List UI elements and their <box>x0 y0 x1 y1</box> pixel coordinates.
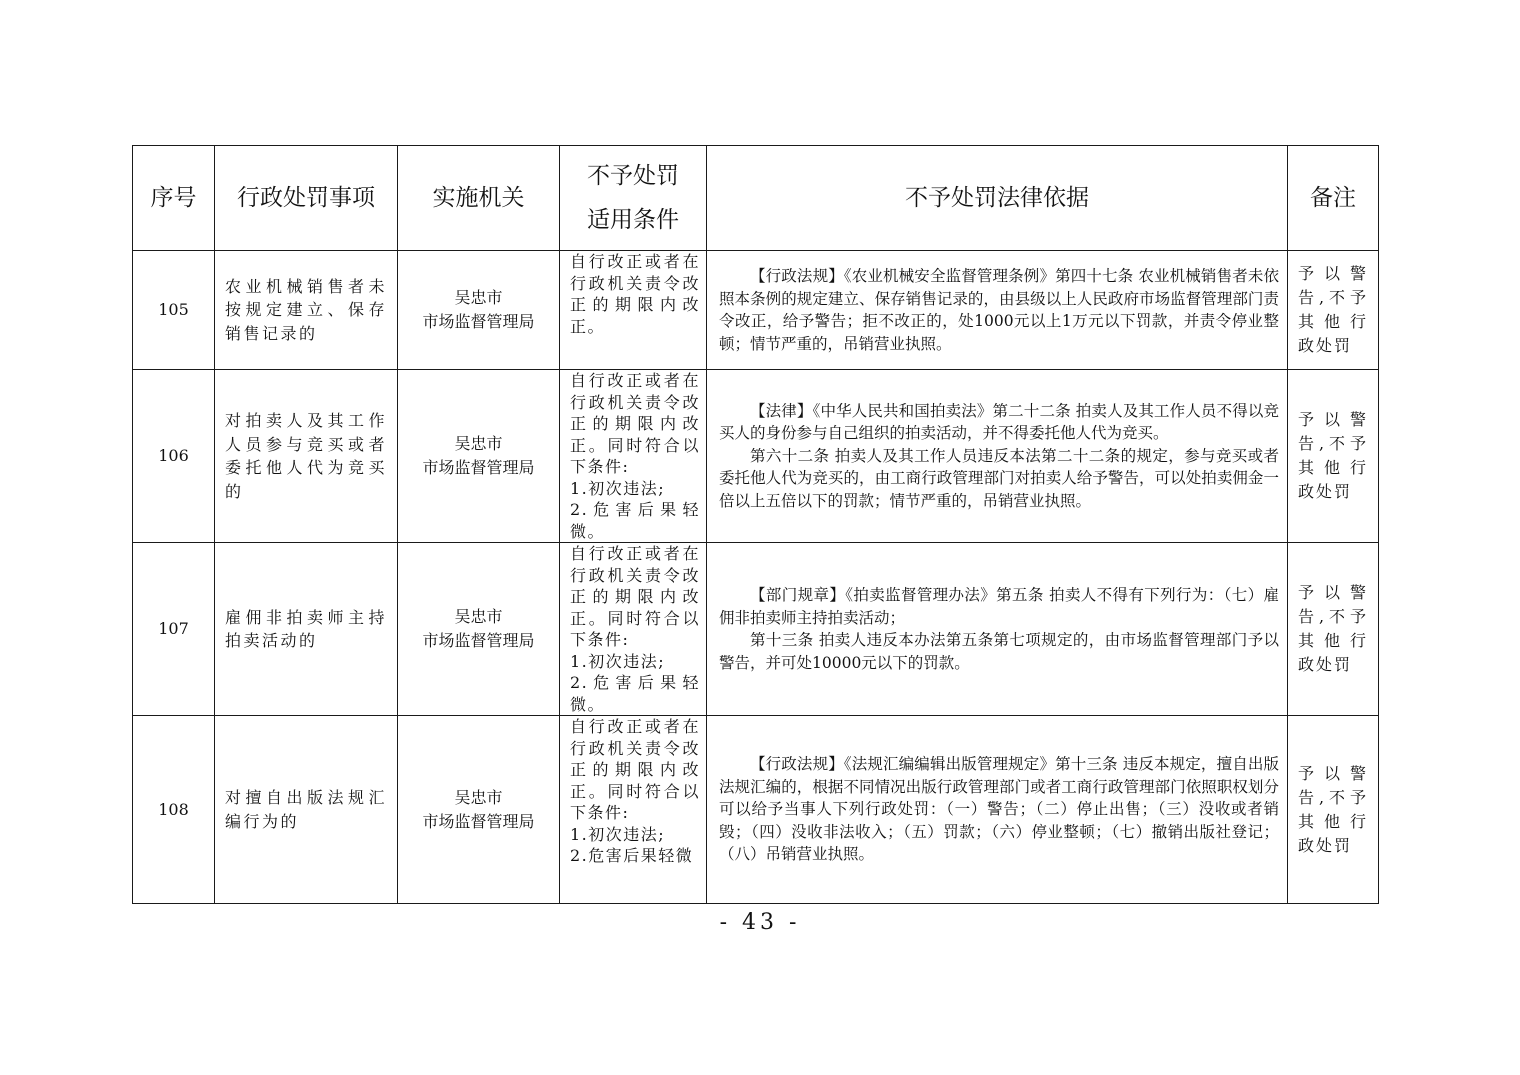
page-number: - 43 - <box>719 910 801 935</box>
row-basis-paragraph: 第六十二条 拍卖人及其工作人员违反本法第二十二条的规定，参与竞买或者委托他人代为竞买的，由工商行政管理部门对拍卖人给予警告，可以处拍卖佣金一倍以上五倍以下的罚款；情节严重的，吊销营业执照。 <box>719 446 1279 510</box>
row-condition-item-2: 2.危害后果轻微 <box>570 846 694 865</box>
header-condition <box>560 146 707 251</box>
row-agency-line1: 吴忠市 <box>454 607 503 626</box>
row-basis-paragraph: 【部门规章】《拍卖监督管理办法》第五条 拍卖人不得有下列行为：（七）雇佣非拍卖师主持拍卖活动； <box>719 586 1279 627</box>
row-seq: 108 <box>133 716 215 904</box>
header-agency: 实施机关 <box>398 146 560 251</box>
row-agency <box>398 251 560 370</box>
header-note: 备注 <box>1288 146 1379 251</box>
header-condition-line1: 不予处罚 <box>587 163 679 189</box>
row-agency-line1: 吴忠市 <box>454 434 503 453</box>
row-item: 对拍卖人及其工作人员参与竞买或者委托他人代为竞买的 <box>215 370 398 543</box>
row-basis <box>707 251 1288 370</box>
row-basis <box>707 370 1288 543</box>
row-condition-item-1: 1.初次违法; <box>570 651 666 671</box>
row-condition <box>560 370 707 543</box>
row-basis-paragraph: 【行政法规】《农业机械安全监督管理条例》第四十七条 农业机械销售者未依照本条例的规定建立、保存销售记录的，由县级以上人民政府市场监督管理部门责令改正，给予警告；拒不改正的，处1000元以上1万元以下罚款，并责令停业整顿；情节严重的，吊销营业执照。 <box>719 267 1279 353</box>
header-condition-line2: 适用条件 <box>587 207 679 233</box>
row-item: 农业机械销售者未按规定建立、保存销售记录的 <box>215 251 398 370</box>
header-basis: 不予处罚法律依据 <box>707 146 1288 251</box>
row-agency <box>398 370 560 543</box>
row-basis-paragraph: 【行政法规】《法规汇编编辑出版管理规定》第十三条 违反本规定，擅自出版法规汇编的，根据不同情况出版行政管理部门或者工商行政管理部门依照职权划分可以给予当事人下列行政处罚：（一）警告；（二）停止出售；（三）没收或者销毁；（四）没收非法收入；（五）罚款；（六）停业整顿；（七）撤销出版社登记；（八）吊销营业执照。 <box>719 755 1279 864</box>
row-condition <box>560 543 707 716</box>
row-note: 予以警告,不予其他行政处罚 <box>1288 370 1379 543</box>
row-agency-line2: 市场监督管理局 <box>422 811 535 831</box>
table-row <box>133 370 1379 543</box>
row-condition-text: 自行改正或者在行政机关责令改正的期限内改正。同时符合以下条件: <box>570 371 700 476</box>
row-agency-line2: 市场监督管理局 <box>422 631 535 650</box>
penalty-exemption-table <box>132 145 1379 904</box>
row-basis-paragraph: 第十三条 拍卖人违反本办法第五条第七项规定的，由市场监督管理部门予以警告，并可处10000元以下的罚款。 <box>719 631 1279 672</box>
row-agency <box>398 543 560 716</box>
row-condition-item-1: 1.初次违法; <box>570 478 666 498</box>
row-item: 雇佣非拍卖师主持拍卖活动的 <box>215 543 398 716</box>
row-agency-line2: 市场监督管理局 <box>422 458 535 477</box>
row-basis <box>707 543 1288 716</box>
row-condition <box>560 716 707 904</box>
row-note: 予以警告,不予其他行政处罚 <box>1288 251 1379 370</box>
table-row <box>133 543 1379 716</box>
row-condition-text: 自行改正或者在行政机关责令改正的期限内改正。 <box>570 252 700 336</box>
row-item: 对擅自出版法规汇编行为的 <box>215 716 398 904</box>
header-item: 行政处罚事项 <box>215 146 398 251</box>
table-header-row <box>133 146 1379 251</box>
row-agency-line2: 市场监督管理局 <box>422 312 535 331</box>
row-seq: 106 <box>133 370 215 543</box>
row-condition-item-2: 2.危害后果轻微。 <box>570 500 700 541</box>
row-note: 予以警告,不予其他行政处罚 <box>1288 543 1379 716</box>
row-seq: 105 <box>133 251 215 370</box>
row-basis-paragraph: 【法律】《中华人民共和国拍卖法》第二十二条 拍卖人及其工作人员不得以竞买人的身份参与自己组织的拍卖活动，并不得委托他人代为竞买。 <box>719 401 1279 443</box>
row-condition-item-2: 2.危害后果轻微。 <box>570 673 700 714</box>
row-condition <box>560 251 707 370</box>
row-seq: 107 <box>133 543 215 716</box>
row-condition-text: 自行改正或者在行政机关责令改正的期限内改正。同时符合以下条件: <box>570 544 700 649</box>
row-condition-item-1: 1.初次违法; <box>570 824 666 844</box>
row-agency-line1: 吴忠市 <box>454 288 503 307</box>
row-basis <box>707 716 1288 904</box>
row-note: 予以警告,不予其他行政处罚 <box>1288 716 1379 904</box>
table-row <box>133 251 1379 370</box>
table-row <box>133 716 1379 904</box>
row-agency-line1: 吴忠市 <box>454 787 503 807</box>
row-agency <box>398 716 560 904</box>
row-condition-text: 自行改正或者在行政机关责令改正的期限内改正。同时符合以下条件: <box>570 717 700 822</box>
header-seq: 序号 <box>133 146 215 251</box>
